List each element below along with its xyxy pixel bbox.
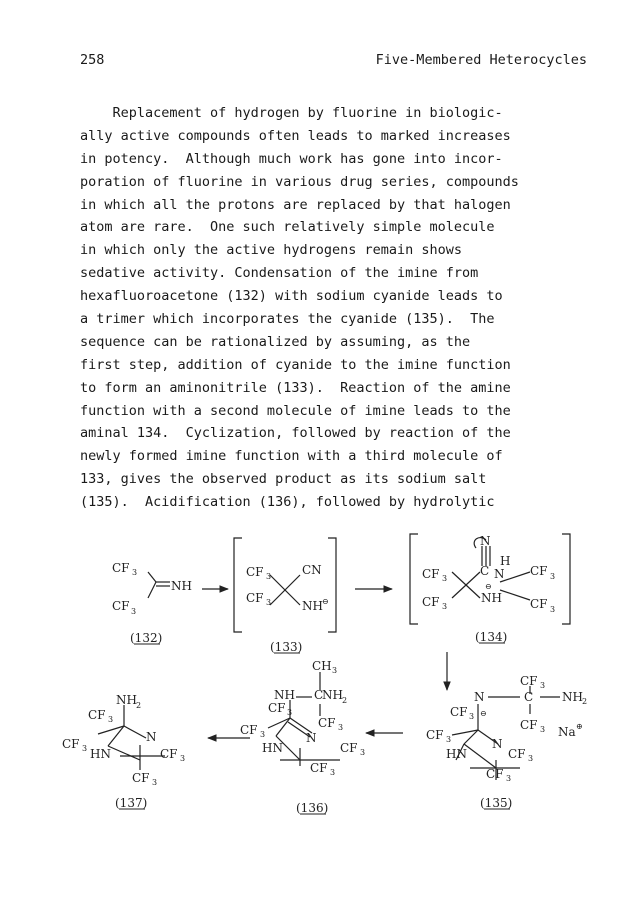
subscript: 3 [550,605,556,614]
group-n: N [146,730,157,744]
subscript: 3 [446,735,452,744]
subscript: 3 [131,607,137,616]
compound-label-135: (135) [480,796,513,810]
text-line: ally active compounds often leads to marked increases [80,127,511,144]
group-cf: CF [422,595,440,609]
text-line: in potency. Although much work has gone into incor- [80,150,503,167]
subscript: 2 [342,696,348,705]
group-cf: CF [340,741,358,755]
group-hn: HN [446,747,467,761]
group-nh: NH [274,688,295,702]
group-n: N [492,737,503,751]
group-ch: CH [312,659,332,673]
subscript: 3 [338,723,344,732]
text-line: (135). Acidification (136), followed by hydrolytic [80,494,495,511]
subscript: 3 [540,681,546,690]
subscript: 3 [260,730,266,739]
group-cf: CF [422,567,440,581]
group-nh: NH [481,591,502,605]
subscript: 3 [287,708,293,717]
group-cf: CF [520,674,538,688]
group-cf: CF [426,728,444,742]
compound-133-structure [270,575,300,605]
group-cf: CF [268,701,286,715]
group-cf: CF [318,716,336,730]
group-cf: CF [520,718,538,732]
group-cf: CF [310,761,328,775]
group-nh: NH [116,693,137,707]
body-paragraph [80,102,600,514]
subscript: 3 [82,744,88,753]
text-line: 133, gives the observed product as its sodium salt [80,471,487,488]
group-cf: CF [246,591,264,605]
subscript: 3 [332,666,338,675]
group-h: H [500,554,511,568]
subscript: 3 [528,754,534,763]
group-cf: CF [486,767,504,781]
subscript: 3 [330,768,336,777]
group-nh: NH [322,688,343,702]
subscript: 3 [360,748,366,757]
minus-charge: ⊖ [480,709,487,718]
text-line: aminal 134. Cyclization, followed by reaction of the [80,425,511,442]
group-c: C [480,564,490,578]
group-cf: CF [508,747,526,761]
group-hn: HN [90,747,111,761]
group-cf: CF [530,597,548,611]
subscript: 3 [442,602,448,611]
text-line: in which only the active hydrogens remain shows [80,242,463,259]
subscript: 3 [152,778,158,787]
compound-label-134: (134) [475,630,508,644]
subscript: 2 [136,701,142,710]
subscript: 3 [108,715,114,724]
group-n: N [306,731,317,745]
group-c: C [314,688,324,702]
group-cf: CF [88,708,106,722]
group-cf: CF [246,565,264,579]
group-nh: NH [171,579,192,593]
group-cf: CF [450,705,468,719]
text-line: Replacement of hydrogen by fluorine in biologic- [80,105,503,121]
compound-133-bracket [234,538,336,632]
group-na: Na [558,725,576,739]
subscript: 3 [506,774,512,783]
text-line: newly formed imine function with a third molecule of [80,448,503,465]
plus-charge: ⊕ [576,722,583,731]
group-cf: CF [240,723,258,737]
group-n: N [480,534,491,548]
text-line: to form an aminonitrile (133). Reaction of the amine [80,379,511,396]
group-nh: NH [562,690,583,704]
subscript: 3 [266,572,272,581]
group-cf: CF [112,561,130,575]
reaction-scheme [0,525,633,855]
subscript: 3 [469,712,475,721]
subscript: 3 [442,574,448,583]
subscript: 2 [582,697,588,706]
text-line: poration of fluorine in various drug series, compounds [80,173,519,190]
compound-label-137: (137) [115,796,148,810]
group-cf: CF [160,747,178,761]
group-cf: CF [62,737,80,751]
group-nh: NH [302,599,323,613]
group-c: C [524,690,534,704]
text-line: sedative activity. Condensation of the imine from [80,265,479,282]
minus-charge: ⊖ [485,582,492,591]
compound-132-structure [148,572,170,598]
group-cf: CF [112,599,130,613]
subscript: 3 [266,598,272,607]
text-line: sequence can be rationalized by assuming, as the [80,333,471,350]
compound-label-132: (132) [130,631,163,645]
subscript: 3 [132,568,138,577]
minus-charge: ⊖ [322,597,329,606]
text-line: function with a second molecule of imine leads to the [80,402,511,419]
text-line: first step, addition of cyanide to the imine function [80,356,511,373]
page-header [80,52,587,72]
text-line: atom are rare. One such relatively simple molecule [80,219,495,236]
group-cf: CF [530,564,548,578]
text-line: in which all the protons are replaced by that halogen [80,196,511,213]
text-line: hexafluoroacetone (132) with sodium cyanide leads to [80,288,503,305]
compound-label-133: (133) [270,640,303,654]
subscript: 3 [180,754,186,763]
text-line: a trimer which incorporates the cyanide (135). The [80,311,495,328]
subscript: 3 [550,572,556,581]
compound-label-136: (136) [296,801,329,815]
group-cf: CF [132,771,150,785]
page-number: 258 [80,52,105,68]
group-cn: CN [302,563,322,577]
running-title: Five-Membered Heterocycles [375,52,587,68]
group-n: N [474,690,485,704]
subscript: 3 [540,725,546,734]
group-hn: HN [262,741,283,755]
group-n: N [494,567,505,581]
